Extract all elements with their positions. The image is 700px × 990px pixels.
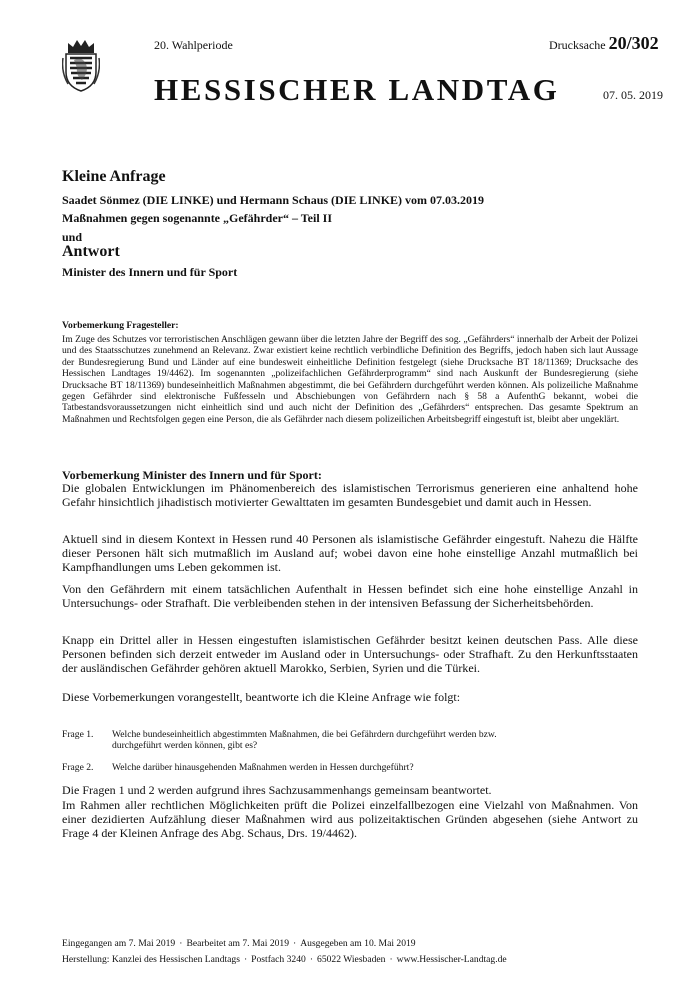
wahlperiode: 20. Wahlperiode bbox=[154, 38, 233, 52]
footer-ausgegeben: Ausgegeben am 10. Mai 2019 bbox=[300, 938, 416, 949]
footer-postfach: Postfach 3240 bbox=[251, 954, 306, 965]
frage-label: Frage 2. bbox=[62, 762, 94, 773]
frage-item bbox=[62, 729, 638, 753]
minister-paragraph: Die globalen Entwicklungen im Phänomenbereich des islamistischen Terrorismus generieren eine anhaltend hohe Gefahr hinsichtlich jihadistisch motivierter Gewalttaten im gesamten Bundesgebiet und damit auch in Hessen. bbox=[62, 481, 638, 510]
minister-line: Minister des Innern und für Sport bbox=[62, 265, 238, 279]
drucksache-label-text: Drucksache bbox=[549, 38, 606, 52]
drucksache-label bbox=[549, 33, 659, 54]
frage-label: Frage 1. bbox=[62, 729, 94, 740]
antwort-paragraph: Die Fragen 1 und 2 werden aufgrund ihres Sachzusammenhangs gemeinsam beantwortet. bbox=[62, 783, 492, 797]
footer-publisher bbox=[62, 954, 507, 965]
footer-dates bbox=[62, 938, 416, 949]
hessen-lion-coat-of-arms-icon bbox=[62, 38, 100, 92]
authors-line: Saadet Sönmez (DIE LINKE) und Hermann Schaus (DIE LINKE) vom 07.03.2019 bbox=[62, 193, 485, 207]
minister-paragraph: Diese Vorbemerkungen vorangestellt, beantworte ich die Kleine Anfrage wie folgt: bbox=[62, 690, 461, 704]
vorbemerkung-fragesteller-title: Vorbemerkung Fragesteller: bbox=[62, 320, 179, 331]
subject-line: Maßnahmen gegen sogenannte „Gefährder“ – Teil II bbox=[62, 211, 333, 225]
minister-paragraph: Aktuell sind in diesem Kontext in Hessen rund 40 Personen als islamistische Gefährder eingestuft. Nahezu die Hälfte dieser Personen hält sich mutmaßlich im Ausland auf; wobei davon eine hohe einstellige Anzahl mutmaßlich bei Kampfhandlungen ums Leben gekommen ist. bbox=[62, 532, 638, 575]
frage-text: Welche bundeseinheitlich abgestimmten Maßnahmen, die bei Gefährdern durchgeführt werden bzw. durchgeführt werden können, gibt es? bbox=[112, 729, 497, 752]
vorbemerkung-minister-title: Vorbemerkung Minister des Innern und für Sport: bbox=[62, 468, 322, 482]
parliament-name: HESSISCHER LANDTAG bbox=[154, 72, 560, 107]
footer-separator: · bbox=[179, 938, 183, 949]
footer-ort: 65022 Wiesbaden bbox=[317, 954, 386, 965]
frage-text: Welche darüber hinausgehenden Maßnahmen werden in Hessen durchgeführt? bbox=[112, 762, 414, 773]
footer-eingegangen: Eingegangen am 7. Mai 2019 bbox=[62, 938, 176, 949]
kleine-anfrage-heading: Kleine Anfrage bbox=[62, 168, 166, 185]
footer-website-link[interactable]: www.Hessischer-Landtag.de bbox=[396, 954, 507, 965]
und-line: und bbox=[62, 230, 83, 244]
frage-item bbox=[62, 762, 638, 774]
footer-separator: · bbox=[389, 954, 393, 965]
antwort-heading: Antwort bbox=[62, 243, 120, 260]
vorbemerkung-fragesteller-text: Im Zuge des Schutzes vor terroristischen Anschlägen gewann über die letzten Jahre der Begriff des sog. „Gefährders“ innerhalb der Arbeit der Polizei und des Staatsschutzes zunehmend an Relevanz. Zwar existiert keine rechtlich verbindliche Definition des Begriffs, jedoch haben sich laut Aussage der Bundesregierung Bund und Länder auf eine bundesweit einheitliche Definition festgelegt (siehe Drucksache BT 18/11369; Drucksache des Hessischen Landtages 19/4462). Im sogenannten „polizeifachlichen Gefährderprogramm“ sind nach Auskunft der Bundesregierung (siehe Drucksache BT 18/11369) bundeseinheitlich Maßnahmen abgestimmt, die bei Gefährdern durchgeführt werden können. Als polizeiliche Maßnahme gegen Gefährder sind elektronische Fußfesseln und Abschiebungen von Gefährdern nach § 58 a AufenthG bekannt, wobei die Tatbestandsvoraussetzungen nicht einheitlich sind und auch nicht der Definition des „Gefährders“ entsprechen. Das gesamte Spektrum an Maßnahmen und Rechtsfolgen gegen eine Person, die als Gefährder nach diesem polizeilichen Arbeitsbegriff eingestuft ist, bleibt aber ungeklärt. bbox=[62, 334, 638, 425]
document-date: 07. 05. 2019 bbox=[603, 88, 663, 102]
minister-paragraph: Knapp ein Drittel aller in Hessen eingestuften islamistischen Gefährder besitzt keinen deutschen Pass. Alle diese Personen befinden sich derzeit entweder im Ausland oder in Untersuchungs- oder Strafhaft. Zu den Herkunftsstaaten der ausländischen Gefährder gehören aktuell Marokko, Serbien, Syrien und die Türkei. bbox=[62, 633, 638, 676]
antwort-paragraph: Im Rahmen aller rechtlichen Möglichkeiten prüft die Polizei einzelfallbezogen eine Vielzahl von Maßnahmen. Von einer dezidierten Aufzählung dieser Maßnahmen wird aus polizeitaktischen Gründen abgesehen (siehe Antwort zu Frage 4 der Kleinen Anfrage des Abg. Schaus, Drs. 19/4462). bbox=[62, 798, 638, 841]
footer-herstellung: Herstellung: Kanzlei des Hessischen Landtags bbox=[62, 954, 240, 965]
drucksache-number: 20/302 bbox=[608, 33, 659, 53]
footer-bearbeitet: Bearbeitet am 7. Mai 2019 bbox=[186, 938, 290, 949]
footer-separator: · bbox=[293, 938, 297, 949]
footer-separator: · bbox=[309, 954, 314, 965]
minister-paragraph: Von den Gefährdern mit einem tatsächlichen Aufenthalt in Hessen befindet sich eine hohe einstellige Anzahl in Untersuchungs- oder Strafhaft. Die verbleibenden stehen in der intensiven Befassung der Sicherheitsbehörden. bbox=[62, 582, 638, 611]
footer-separator: · bbox=[243, 954, 248, 965]
